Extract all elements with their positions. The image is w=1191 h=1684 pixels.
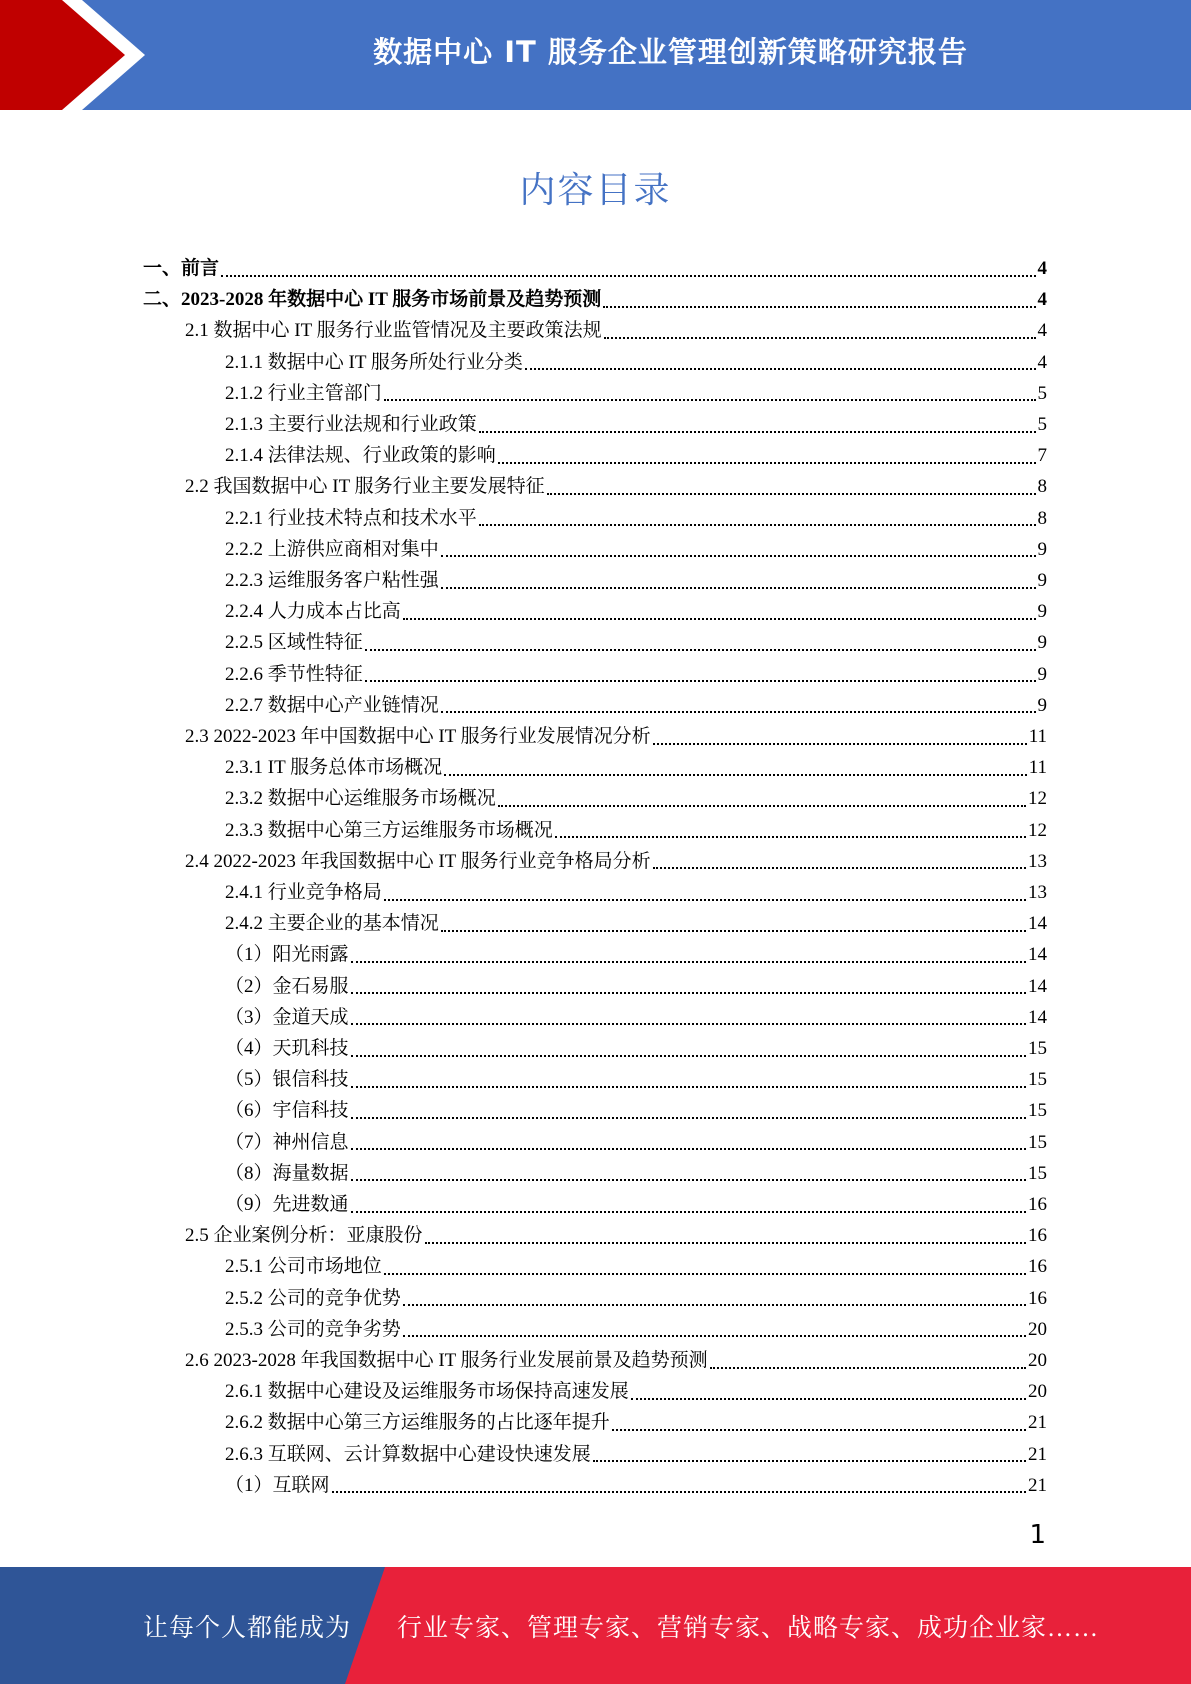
toc-entry[interactable] bbox=[225, 565, 1047, 596]
toc-dot-leader bbox=[710, 1367, 1026, 1369]
toc-entry-page: 4 bbox=[1037, 320, 1047, 342]
toc-entry-page: 14 bbox=[1028, 975, 1047, 997]
toc-entry-page: 5 bbox=[1037, 382, 1047, 404]
toc-dot-leader bbox=[525, 368, 1036, 370]
toc-entry-page: 15 bbox=[1028, 1069, 1047, 1091]
toc-entry-page: 9 bbox=[1037, 694, 1047, 716]
toc-entry-label: 2.2.4 人力成本占比高 bbox=[225, 601, 401, 623]
toc-dot-leader bbox=[479, 524, 1036, 526]
toc-entry-page: 15 bbox=[1028, 1100, 1047, 1122]
toc-entry[interactable] bbox=[185, 721, 1047, 752]
toc-entry[interactable] bbox=[185, 1345, 1047, 1376]
toc-dot-leader bbox=[653, 867, 1026, 869]
toc-entry-page: 11 bbox=[1028, 726, 1047, 747]
toc-entry-label: （6）宇信科技 bbox=[225, 1100, 349, 1122]
toc-entry-label: 2.4.2 主要企业的基本情况 bbox=[225, 913, 439, 935]
page-number: 1 bbox=[1029, 1520, 1046, 1550]
toc-entry[interactable] bbox=[185, 1220, 1047, 1251]
toc-entry-page: 20 bbox=[1028, 1381, 1047, 1403]
toc-entry-label: 2.3.1 IT 服务总体市场概况 bbox=[225, 757, 443, 779]
toc-entry[interactable] bbox=[225, 1127, 1047, 1158]
toc-entry-page: 14 bbox=[1028, 1006, 1047, 1028]
toc-entry-label: 2.3.3 数据中心第三方运维服务市场概况 bbox=[225, 819, 553, 841]
toc-dot-leader bbox=[384, 1273, 1026, 1275]
toc-dot-leader bbox=[332, 1491, 1026, 1493]
toc-entry[interactable] bbox=[225, 877, 1047, 908]
toc-entry[interactable] bbox=[185, 315, 1047, 346]
toc-entry-page: 16 bbox=[1028, 1256, 1047, 1278]
toc-entry[interactable] bbox=[225, 815, 1047, 846]
toc-dot-leader bbox=[444, 774, 1027, 776]
toc-entry[interactable] bbox=[225, 596, 1047, 627]
toc-dot-leader bbox=[351, 1086, 1026, 1088]
toc-entry-label: （4）天玑科技 bbox=[225, 1038, 349, 1059]
toc-entry-page: 8 bbox=[1037, 507, 1047, 529]
toc-entry-page: 14 bbox=[1028, 913, 1047, 935]
toc-entry[interactable] bbox=[225, 1002, 1047, 1033]
toc-entry-page: 8 bbox=[1037, 476, 1047, 498]
page-footer bbox=[0, 1567, 1191, 1684]
toc-dot-leader bbox=[351, 1148, 1026, 1150]
toc-entry[interactable] bbox=[185, 471, 1047, 502]
toc-entry-label: 2.6 2023-2028 年我国数据中心 IT 服务行业发展前景及趋势预测 bbox=[185, 1350, 708, 1371]
toc-entry-label: （9）先进数通 bbox=[225, 1194, 349, 1215]
toc-entry-page: 9 bbox=[1037, 663, 1047, 685]
toc-entry-page: 4 bbox=[1037, 351, 1047, 373]
toc-entry-page: 13 bbox=[1028, 882, 1047, 903]
toc-dot-leader bbox=[498, 462, 1036, 464]
toc-entry[interactable] bbox=[225, 1283, 1047, 1314]
toc-entry[interactable] bbox=[185, 846, 1047, 877]
toc-entry-page: 20 bbox=[1028, 1350, 1047, 1371]
toc-entry-label: 2.5 企业案例分析：亚康股份 bbox=[185, 1225, 423, 1247]
toc-entry-label: 2.1.1 数据中心 IT 服务所处行业分类 bbox=[225, 351, 523, 373]
toc-entry-label: 2.2.6 季节性特征 bbox=[225, 663, 363, 685]
toc-heading: 内容目录 bbox=[519, 170, 672, 211]
toc-dot-leader bbox=[221, 275, 1035, 277]
toc-entry-label: （5）银信科技 bbox=[225, 1069, 349, 1091]
toc-entry-page: 5 bbox=[1037, 414, 1047, 435]
toc-entry-label: 2.3.2 数据中心运维服务市场概况 bbox=[225, 788, 496, 810]
toc-entry[interactable] bbox=[225, 1033, 1047, 1064]
toc-entry-label: 2.2.3 运维服务客户粘性强 bbox=[225, 570, 439, 591]
toc-entry[interactable] bbox=[225, 1189, 1047, 1220]
toc-entry[interactable] bbox=[225, 378, 1047, 409]
toc-entry-page: 21 bbox=[1028, 1412, 1047, 1434]
toc-entry-page: 15 bbox=[1028, 1162, 1047, 1184]
toc-dot-leader bbox=[365, 649, 1036, 651]
toc-dot-leader bbox=[351, 961, 1026, 963]
toc-entry-page: 14 bbox=[1028, 944, 1047, 966]
toc-dot-leader bbox=[351, 1211, 1026, 1213]
toc-entry-page: 13 bbox=[1028, 850, 1047, 872]
toc-entry[interactable] bbox=[143, 253, 1047, 284]
toc-entry[interactable] bbox=[225, 1158, 1047, 1189]
toc-entry[interactable] bbox=[225, 409, 1047, 440]
toc-entry-page: 21 bbox=[1028, 1474, 1047, 1496]
toc-entry[interactable] bbox=[225, 1251, 1047, 1282]
toc-entry-page: 16 bbox=[1028, 1287, 1047, 1309]
toc-entry-label: 2.2.7 数据中心产业链情况 bbox=[225, 694, 439, 716]
toc-dot-leader bbox=[384, 899, 1026, 901]
toc-entry-label: 一、前言 bbox=[143, 258, 220, 279]
toc-entry-page: 9 bbox=[1037, 538, 1047, 560]
toc-entry-page: 11 bbox=[1028, 757, 1047, 779]
toc-entry-page: 4 bbox=[1037, 289, 1047, 311]
toc-entry-label: 2.5.1 公司市场地位 bbox=[225, 1256, 382, 1278]
toc-entry[interactable] bbox=[225, 503, 1047, 534]
toc-entry-label: 2.2.2 上游供应商相对集中 bbox=[225, 538, 439, 560]
toc-entry-page: 16 bbox=[1028, 1225, 1047, 1247]
toc-dot-leader bbox=[441, 930, 1026, 932]
toc-entry-label: 2.6.3 互联网、云计算数据中心建设快速发展 bbox=[225, 1443, 591, 1465]
toc-entry-label: 2.1.2 行业主管部门 bbox=[225, 382, 382, 404]
toc-entry-label: 2.6.2 数据中心第三方运维服务的占比逐年提升 bbox=[225, 1412, 610, 1434]
toc-entry-label: 2.1.3 主要行业法规和行业政策 bbox=[225, 414, 477, 435]
toc-entry-page: 20 bbox=[1028, 1318, 1047, 1340]
toc-dot-leader bbox=[441, 587, 1036, 589]
toc-dot-leader bbox=[603, 306, 1035, 308]
toc-entry-page: 12 bbox=[1028, 819, 1047, 841]
toc-entry-label: 2.5.3 公司的竞争劣势 bbox=[225, 1318, 401, 1340]
toc-dot-leader bbox=[351, 1055, 1026, 1057]
toc-entry-label: 2.6.1 数据中心建设及运维服务市场保持高速发展 bbox=[225, 1381, 629, 1403]
toc-dot-leader bbox=[365, 680, 1036, 682]
toc-dot-leader bbox=[351, 992, 1026, 994]
toc-entry[interactable] bbox=[225, 627, 1047, 658]
toc-entry[interactable] bbox=[225, 659, 1047, 690]
toc-dot-leader bbox=[351, 1117, 1026, 1119]
toc-entry[interactable] bbox=[225, 1095, 1047, 1126]
toc-entry[interactable] bbox=[225, 534, 1047, 565]
toc-dot-leader bbox=[384, 399, 1036, 401]
toc-entry[interactable] bbox=[225, 690, 1047, 721]
toc-entry-label: 2.4.1 行业竞争格局 bbox=[225, 882, 382, 903]
toc-entry-label: （3）金道天成 bbox=[225, 1006, 349, 1028]
toc-entry-page: 7 bbox=[1037, 445, 1047, 467]
toc-entry[interactable] bbox=[225, 752, 1047, 783]
toc-entry[interactable] bbox=[225, 939, 1047, 970]
toc-entry-label: 2.2 我国数据中心 IT 服务行业主要发展特征 bbox=[185, 476, 545, 498]
report-title: 数据中心 IT 服务企业管理创新策略研究报告 bbox=[373, 34, 968, 69]
toc-dot-leader bbox=[351, 1023, 1026, 1025]
toc-dot-leader bbox=[612, 1429, 1026, 1431]
toc-entry[interactable] bbox=[225, 1439, 1047, 1470]
toc-entry[interactable] bbox=[225, 1470, 1047, 1501]
toc-dot-leader bbox=[479, 431, 1036, 433]
toc-entry-page: 9 bbox=[1037, 632, 1047, 654]
toc-dot-leader bbox=[593, 1460, 1026, 1462]
footer-slogan-right: 行业专家、管理专家、营销专家、战略专家、成功企业家…… bbox=[397, 1614, 1100, 1642]
toc-entry-page: 15 bbox=[1028, 1038, 1047, 1059]
toc-dot-leader bbox=[547, 493, 1036, 495]
footer-slogan-left: 让每个人都能成为 bbox=[143, 1614, 352, 1642]
toc-entry-label: 2.4 2022-2023 年我国数据中心 IT 服务行业竞争格局分析 bbox=[185, 850, 651, 872]
toc-entry-label: 2.3 2022-2023 年中国数据中心 IT 服务行业发展情况分析 bbox=[185, 726, 651, 747]
toc-entry-label: （8）海量数据 bbox=[225, 1162, 349, 1184]
page-header bbox=[0, 0, 1191, 110]
toc-dot-leader bbox=[604, 337, 1036, 339]
toc-entry[interactable] bbox=[143, 284, 1047, 315]
toc-entry[interactable] bbox=[225, 347, 1047, 378]
toc-entry-label: （7）神州信息 bbox=[225, 1131, 349, 1153]
toc-dot-leader bbox=[555, 836, 1026, 838]
toc-entry-label: 2.1 数据中心 IT 服务行业监管情况及主要政策法规 bbox=[185, 320, 602, 342]
toc-entry[interactable] bbox=[225, 908, 1047, 939]
toc-entry-label: 2.5.2 公司的竞争优势 bbox=[225, 1287, 401, 1309]
toc-entry-label: 2.2.5 区域性特征 bbox=[225, 632, 363, 654]
toc-entry-label: （2）金石易服 bbox=[225, 975, 349, 997]
toc-entry-label: （1）阳光雨露 bbox=[225, 944, 349, 966]
toc-dot-leader bbox=[631, 1398, 1026, 1400]
toc-entry-page: 4 bbox=[1037, 258, 1047, 279]
toc-dot-leader bbox=[653, 743, 1027, 745]
toc-dot-leader bbox=[403, 1304, 1026, 1306]
toc-entry-page: 15 bbox=[1028, 1131, 1047, 1153]
toc-entry-label: 2.1.4 法律法规、行业政策的影响 bbox=[225, 445, 496, 467]
toc-dot-leader bbox=[403, 618, 1036, 620]
toc-dot-leader bbox=[498, 805, 1026, 807]
toc-dot-leader bbox=[425, 1242, 1026, 1244]
toc-entry[interactable] bbox=[225, 1064, 1047, 1095]
toc-entry-label: （1）互联网 bbox=[225, 1474, 330, 1496]
toc-entry-page: 9 bbox=[1037, 601, 1047, 623]
toc-entry-page: 21 bbox=[1028, 1443, 1047, 1465]
toc-entry[interactable] bbox=[225, 783, 1047, 814]
toc-entry[interactable] bbox=[225, 1314, 1047, 1345]
toc-entry[interactable] bbox=[225, 1407, 1047, 1438]
toc-dot-leader bbox=[441, 555, 1036, 557]
toc-entry[interactable] bbox=[225, 1376, 1047, 1407]
toc-dot-leader bbox=[403, 1335, 1026, 1337]
toc-entry[interactable] bbox=[225, 971, 1047, 1002]
toc-dot-leader bbox=[441, 711, 1036, 713]
toc-entry-label: 二、2023-2028 年数据中心 IT 服务市场前景及趋势预测 bbox=[143, 289, 602, 311]
toc-entry-page: 12 bbox=[1028, 788, 1047, 810]
toc-entry[interactable] bbox=[225, 440, 1047, 471]
toc-dot-leader bbox=[351, 1179, 1026, 1181]
toc-entry-page: 9 bbox=[1037, 570, 1047, 591]
toc-entry-label: 2.2.1 行业技术特点和技术水平 bbox=[225, 507, 477, 529]
toc-entry-page: 16 bbox=[1028, 1194, 1047, 1215]
